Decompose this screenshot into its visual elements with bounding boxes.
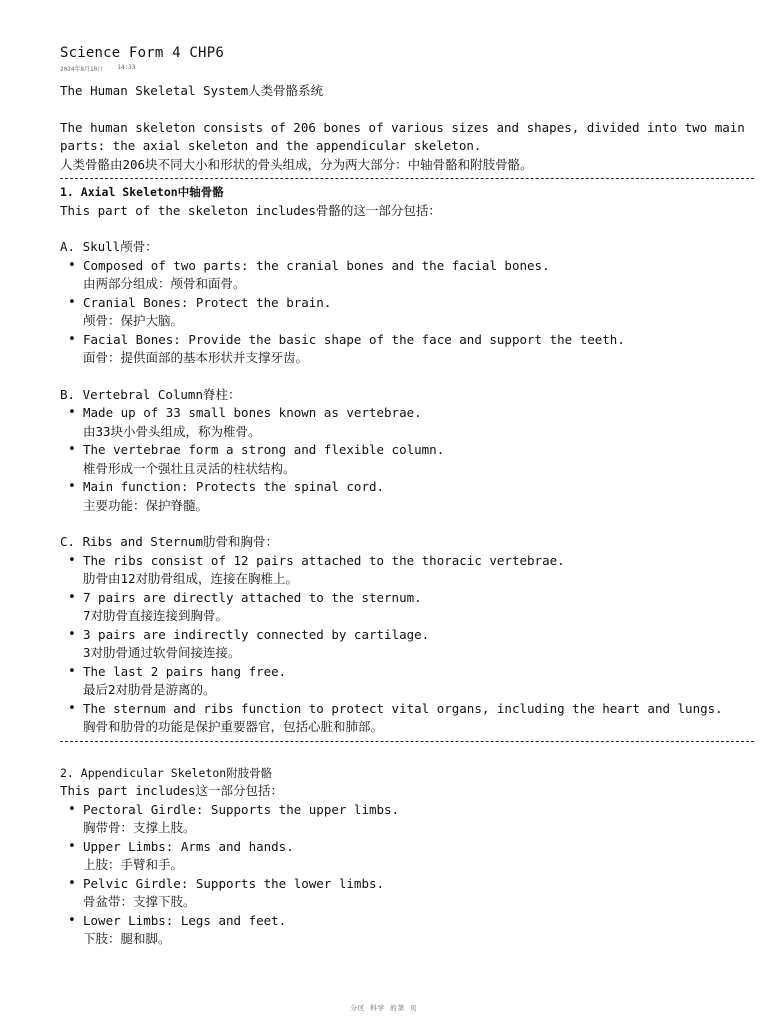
list-item: • The ribs consist of 12 pairs attached to the thoracic vertebrae. 肋骨由12对肋骨组成，连接在胸椎上。	[60, 552, 760, 589]
note-title[interactable]: Science Form 4 CHP6	[60, 45, 224, 61]
axial-heading: 1. Axial Skeleton中轴骨骼	[60, 185, 224, 199]
list-item: • Pectoral Girdle: Supports the upper limbs. 胸带骨：支撑上肢。	[60, 801, 760, 838]
list-item: • The sternum and ribs function to protect vital organs, including the heart and lungs. 胸骨和肋骨的功能是保护重要器官，包括心脏和肺部。	[60, 700, 760, 737]
ribs-label: C. Ribs and Sternum肋骨和胸骨：	[60, 534, 278, 549]
doc-heading: The Human Skeletal System人类骨骼系统	[60, 83, 324, 98]
list-item: • Facial Bones: Provide the basic shape of the face and support the teeth. 面骨：提供面部的基本形状并支撑牙齿。	[60, 331, 760, 368]
list-item: • Main function: Protects the spinal cord. 主要功能：保护脊髓。	[60, 478, 760, 515]
list-item: • 3 pairs are indirectly connected by cartilage. 3对肋骨通过软骨间接连接。	[60, 626, 760, 663]
appendicular-includes: This part includes这一部分包括：	[60, 783, 283, 798]
list-item: • Cranial Bones: Protect the brain. 颅骨：保护大脑。	[60, 294, 760, 331]
list-item: • Lower Limbs: Legs and feet. 下肢：腿和脚。	[60, 912, 760, 949]
list-item: • Made up of 33 small bones known as vertebrae. 由33块小骨头组成，称为椎骨。	[60, 404, 760, 441]
list-item: • Upper Limbs: Arms and hands. 上肢：手臂和手。	[60, 838, 760, 875]
intro-en-line-1: The human skeleton consists of 206 bones of various sizes and shapes, divided into two main	[60, 119, 745, 135]
note-time: 14:33	[117, 64, 136, 71]
list-item: • The vertebrae form a strong and flexible column. 椎骨形成一个强壮且灵活的柱状结构。	[60, 441, 760, 478]
intro-en-line-2: parts: the axial skeleton and the appendicular skeleton.	[60, 138, 482, 153]
axial-includes: This part of the skeleton includes骨骼的这一部分包括：	[60, 202, 441, 218]
note-date: 2024年8月10日	[60, 66, 104, 73]
list-item: • 7 pairs are directly attached to the sternum. 7对肋骨直接连接到胸骨。	[60, 589, 760, 626]
ribs-list	[60, 552, 760, 737]
note-page	[60, 44, 760, 949]
list-item: • Pelvic Girdle: Supports the lower limbs. 骨盆带：支撑下肢。	[60, 875, 760, 912]
list-item: • Composed of two parts: the cranial bones and the facial bones. 由两部分组成：颅骨和面骨。	[60, 257, 760, 294]
skull-label: A. Skull颅骨：	[60, 239, 158, 254]
vertebral-label: B. Vertebral Column脊柱：	[60, 386, 241, 402]
section-divider	[60, 741, 754, 742]
list-item: • The last 2 pairs hang free. 最后2对肋骨是游离的。	[60, 663, 760, 700]
appendicular-list	[60, 801, 760, 949]
intro-zh: 人类骨骼由206块不同大小和形状的骨头组成，分为两大部分：中轴骨骼和附肢骨骼。	[60, 156, 533, 172]
appendicular-heading: 2. Appendicular Skeleton附肢骨骼	[60, 765, 273, 780]
section-divider	[60, 178, 754, 179]
skull-list	[60, 257, 760, 368]
note-timestamp	[60, 64, 760, 73]
page-footer: 分区 科学 的第 页	[350, 1004, 418, 1012]
vertebral-list	[60, 404, 760, 515]
